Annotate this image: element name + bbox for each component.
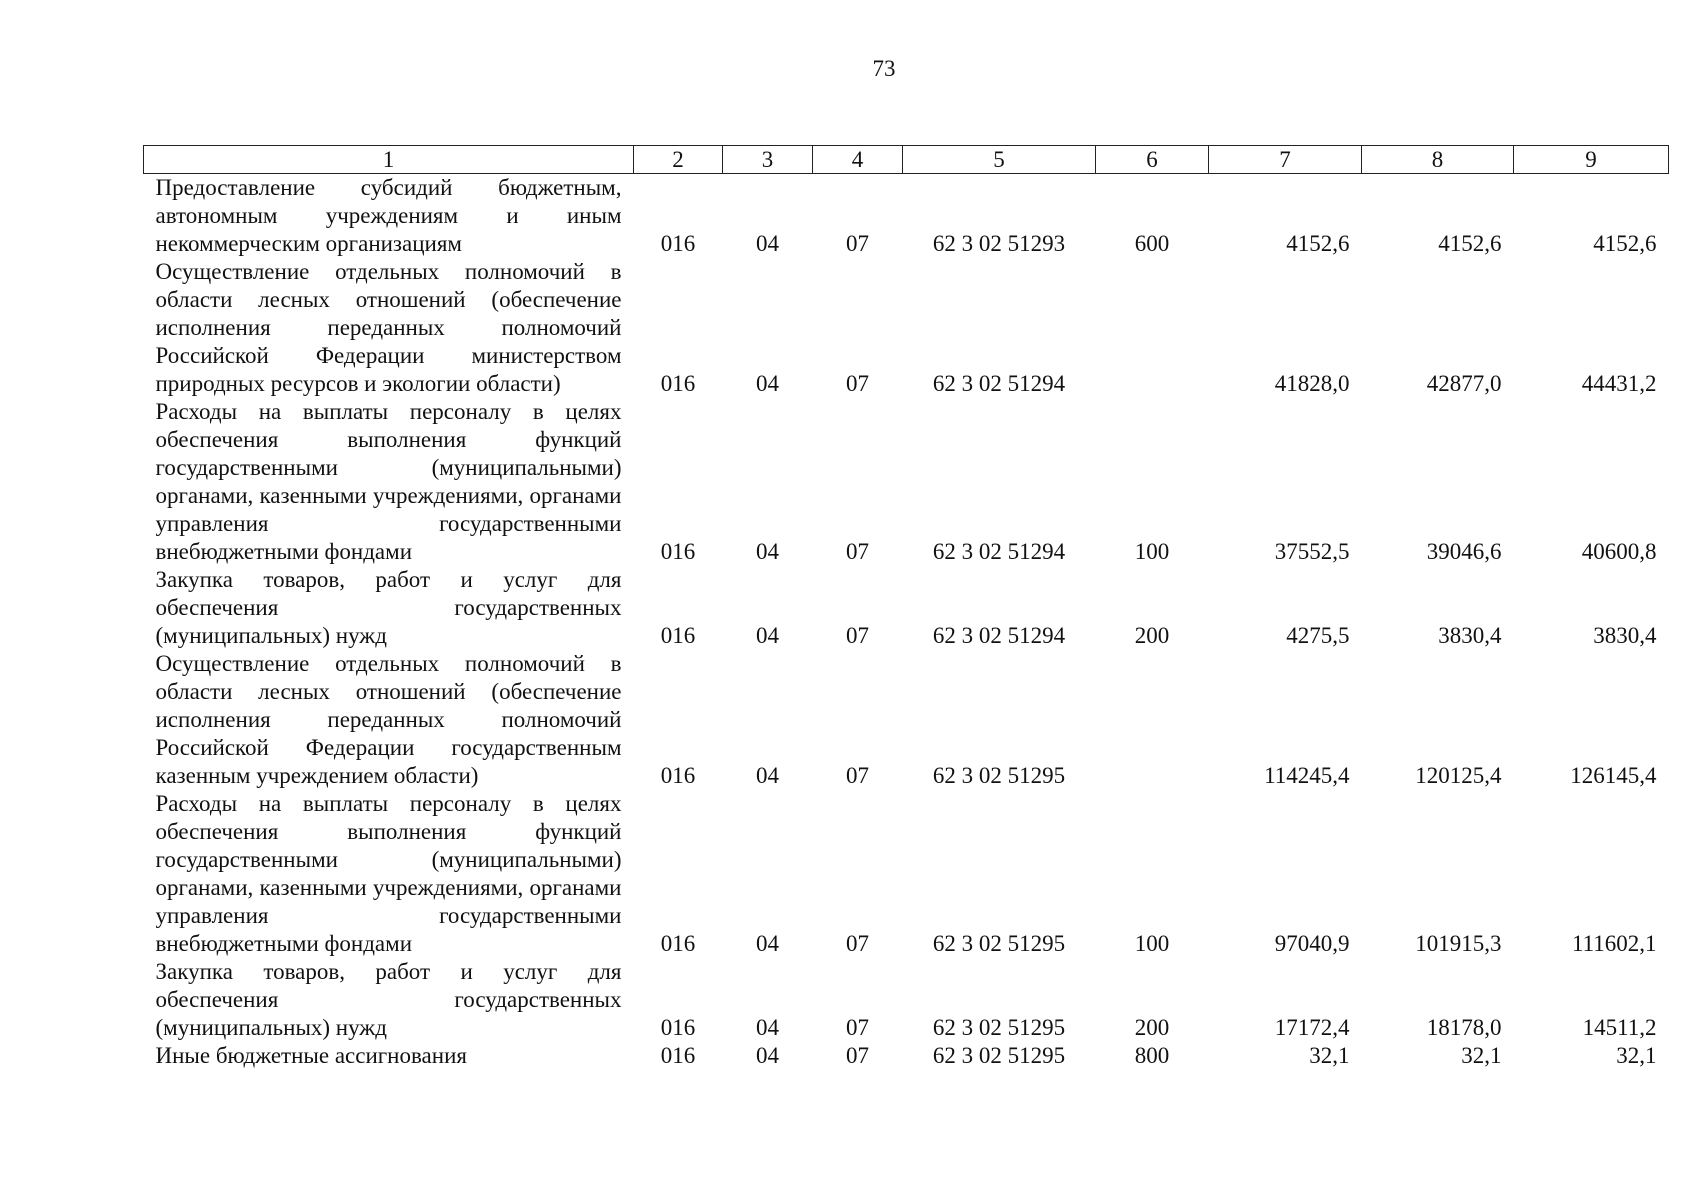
cell-target-article: 62 3 02 51295 <box>932 1043 1066 1068</box>
cell-target-article: 62 3 02 51295 <box>932 1015 1066 1040</box>
cell-expense-type: 200 <box>1134 623 1170 648</box>
table-row <box>144 1042 1669 1070</box>
header-row <box>144 146 1669 174</box>
cell-target-article: 62 3 02 51293 <box>932 231 1066 256</box>
row-description: Закупка товаров, работ и услуг для обеспечения государственных (муниципальных) нужд <box>155 567 622 648</box>
cell-expense-type: 600 <box>1134 231 1170 256</box>
cell-subsection: 07 <box>846 1043 869 1068</box>
cell-section: 04 <box>756 1043 779 1068</box>
table-row <box>144 958 1669 1042</box>
cell-amount-year3: 111602,1 <box>1571 931 1657 956</box>
cell-amount-year2: 101915,3 <box>1415 931 1502 956</box>
row-description: Иные бюджетные ассигнования <box>155 1043 467 1068</box>
cell-subsection: 07 <box>846 623 869 648</box>
cell-ministry-code: 016 <box>660 539 696 564</box>
cell-amount-year3: 126145,4 <box>1570 763 1657 788</box>
cell-amount-year2: 3830,4 <box>1438 623 1502 648</box>
page-number: 73 <box>872 56 896 81</box>
cell-ministry-code: 016 <box>660 623 696 648</box>
cell-expense-type <box>1096 650 1209 790</box>
cell-subsection: 07 <box>846 931 869 956</box>
cell-section: 04 <box>756 763 779 788</box>
cell-expense-type: 100 <box>1134 931 1170 956</box>
cell-expense-type <box>1096 258 1209 398</box>
cell-section: 04 <box>756 931 779 956</box>
table-row <box>144 258 1669 398</box>
cell-amount-year2: 18178,0 <box>1426 1015 1502 1040</box>
table-row <box>144 174 1669 259</box>
cell-subsection: 07 <box>846 539 869 564</box>
cell-amount-year1: 114245,4 <box>1264 763 1350 788</box>
cell-subsection: 07 <box>846 763 869 788</box>
cell-amount-year1: 4275,5 <box>1286 623 1350 648</box>
budget-table <box>143 145 1669 1070</box>
cell-subsection: 07 <box>846 371 869 396</box>
cell-target-article: 62 3 02 51295 <box>932 931 1066 956</box>
cell-section: 04 <box>756 1015 779 1040</box>
cell-amount-year3: 4152,6 <box>1593 231 1657 256</box>
cell-section: 04 <box>756 623 779 648</box>
cell-expense-type: 800 <box>1134 1043 1170 1068</box>
table-row <box>144 566 1669 650</box>
column-header: 4 <box>813 146 903 174</box>
column-header: 1 <box>144 146 634 174</box>
cell-target-article: 62 3 02 51294 <box>932 623 1066 648</box>
table-row <box>144 398 1669 566</box>
column-header: 3 <box>723 146 813 174</box>
cell-amount-year3: 40600,8 <box>1581 539 1657 564</box>
cell-amount-year1: 17172,4 <box>1274 1015 1350 1040</box>
cell-section: 04 <box>756 539 779 564</box>
cell-target-article: 62 3 02 51294 <box>932 371 1066 396</box>
column-header: 2 <box>634 146 723 174</box>
cell-ministry-code: 016 <box>660 763 696 788</box>
cell-amount-year1: 41828,0 <box>1274 371 1350 396</box>
table-row <box>144 790 1669 958</box>
column-header: 6 <box>1096 146 1209 174</box>
row-description: Осуществление отдельных полномочий в области лесных отношений (обеспечение исполнения переданных полномочий Российской Федерации министерством природных ресурсов и экологии области) <box>155 259 622 396</box>
cell-target-article: 62 3 02 51295 <box>932 763 1066 788</box>
cell-ministry-code: 016 <box>660 1043 696 1068</box>
cell-amount-year1: 4152,6 <box>1286 231 1350 256</box>
row-description: Расходы на выплаты персоналу в целях обеспечения выполнения функций государственными (муниципальными) органами, казенными учреждениями, органами управления государственными внебюджетными фондами <box>155 791 622 956</box>
cell-amount-year2: 4152,6 <box>1438 231 1502 256</box>
column-header: 5 <box>903 146 1096 174</box>
cell-amount-year1: 37552,5 <box>1274 539 1350 564</box>
column-header: 9 <box>1514 146 1669 174</box>
cell-expense-type: 100 <box>1134 539 1170 564</box>
cell-amount-year3: 32,1 <box>1616 1043 1657 1068</box>
cell-subsection: 07 <box>846 1015 869 1040</box>
cell-amount-year2: 42877,0 <box>1426 371 1502 396</box>
cell-amount-year3: 44431,2 <box>1581 371 1657 396</box>
row-description: Расходы на выплаты персоналу в целях обеспечения выполнения функций государственными (муниципальными) органами, казенными учреждениями, органами управления государственными внебюджетными фондами <box>155 399 622 564</box>
table-row <box>144 650 1669 790</box>
cell-ministry-code: 016 <box>660 1015 696 1040</box>
cell-amount-year2: 120125,4 <box>1415 763 1502 788</box>
cell-subsection: 07 <box>846 231 869 256</box>
cell-section: 04 <box>756 231 779 256</box>
column-header: 8 <box>1362 146 1514 174</box>
cell-expense-type: 200 <box>1134 1015 1170 1040</box>
column-header: 7 <box>1209 146 1362 174</box>
cell-ministry-code: 016 <box>660 931 696 956</box>
cell-ministry-code: 016 <box>660 231 696 256</box>
row-description: Предоставление субсидий бюджетным, автономным учреждениям и иным некоммерческим организациям <box>155 175 622 256</box>
cell-amount-year2: 39046,6 <box>1426 539 1502 564</box>
cell-amount-year2: 32,1 <box>1461 1043 1502 1068</box>
row-description: Закупка товаров, работ и услуг для обеспечения государственных (муниципальных) нужд <box>155 959 622 1040</box>
cell-target-article: 62 3 02 51294 <box>932 539 1066 564</box>
cell-amount-year1: 97040,9 <box>1274 931 1350 956</box>
cell-amount-year1: 32,1 <box>1309 1043 1350 1068</box>
cell-ministry-code: 016 <box>660 371 696 396</box>
cell-amount-year3: 14511,2 <box>1582 1015 1657 1040</box>
row-description: Осуществление отдельных полномочий в области лесных отношений (обеспечение исполнения переданных полномочий Российской Федерации государственным казенным учреждением области) <box>155 651 622 788</box>
cell-section: 04 <box>756 371 779 396</box>
cell-amount-year3: 3830,4 <box>1593 623 1657 648</box>
